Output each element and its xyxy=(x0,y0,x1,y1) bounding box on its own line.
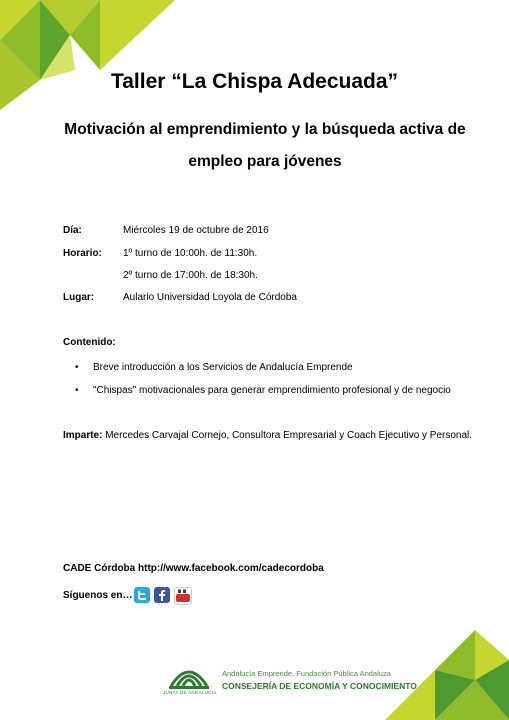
list-item: "Chispas" motivacionales para generar emprendimiento profesional y de negocio xyxy=(93,385,451,396)
facebook-icon[interactable] xyxy=(154,587,170,603)
dia-value: Miércoles 19 de octubre de 2016 xyxy=(123,225,269,236)
bullet-icon: • xyxy=(75,385,79,396)
horario-value-1: 1º turno de 10:00h. de 11:30h. xyxy=(123,248,258,259)
page-subtitle-line1: Motivación al emprendimiento y la búsqueda activa de xyxy=(64,121,466,138)
bottom-right-decoration xyxy=(385,630,509,720)
imparte-line xyxy=(63,430,472,441)
lugar-label: Lugar: xyxy=(63,292,95,303)
cade-link[interactable]: CADE Córdoba http://www.facebook.com/cadecordoba xyxy=(63,563,324,574)
youtube-icon[interactable] xyxy=(174,587,192,605)
horario-label: Horario: xyxy=(63,248,102,259)
dia-label: Día: xyxy=(63,225,82,236)
junta-logo-text: JUNTA DE ANDALUCIA xyxy=(163,690,217,695)
page-subtitle-line2: empleo para jóvenes xyxy=(188,153,342,170)
page-title: Taller “La Chispa Adecuada” xyxy=(110,70,399,93)
imparte-text: Mercedes Carvajal Cornejo, Consultora Empresarial y Coach Ejecutivo y Personal. xyxy=(102,430,473,441)
junta-andalucia-logo xyxy=(165,656,213,690)
twitter-icon[interactable] xyxy=(134,587,150,603)
list-item: Breve introducción a los Servicios de Andalucía Emprende xyxy=(93,362,353,373)
imparte-label: Imparte: xyxy=(63,430,103,441)
lugar-value: Aulario Universidad Loyola de Córdoba xyxy=(123,292,297,303)
bullet-icon: • xyxy=(75,362,79,373)
footer-consejeria: CONSEJERÍA DE ECONOMÍA Y CONOCIMIENTO xyxy=(222,681,417,691)
top-left-decoration xyxy=(0,0,180,115)
follow-label: Síguenos en… xyxy=(63,590,133,601)
horario-value-2: 2º turno de 17:00h. de 18:30h. xyxy=(123,270,258,281)
contenido-label: Contenido: xyxy=(63,337,116,348)
footer-foundation: Andalucía Emprende, Fundación Pública Andaluza xyxy=(222,669,391,678)
